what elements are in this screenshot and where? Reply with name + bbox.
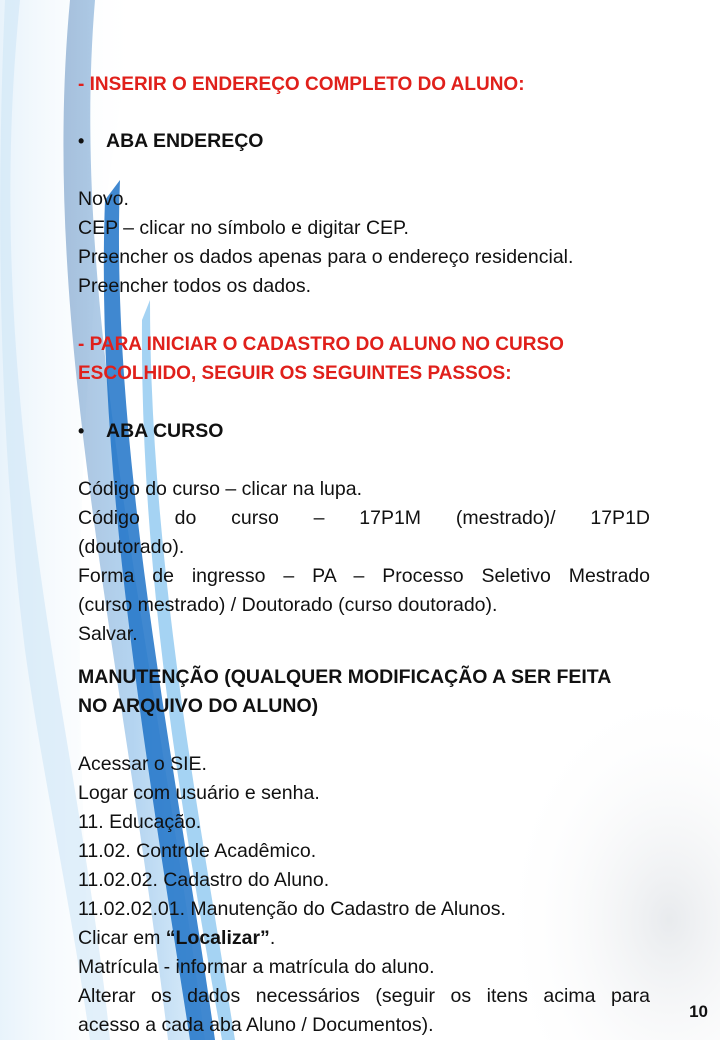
curso-line-codigo: Código do curso – 17P1M (mestrado)/ 17P1D — [78, 507, 650, 529]
curso-line-ingresso: Forma de ingresso – PA – Processo Seletivo Mestrado — [78, 565, 650, 587]
curso-heading-line-1: - PARA INICIAR O CADASTRO DO ALUNO NO CURSO — [78, 334, 564, 355]
manutencao-heading-line-1: MANUTENÇÃO (QUALQUER MODIFICAÇÃO A SER FEITA — [78, 666, 612, 688]
aba-endereco-label: ABA ENDEREÇO — [106, 130, 264, 152]
document-body — [78, 70, 650, 1040]
aba-endereco-bullet — [78, 127, 650, 156]
endereco-line-residencial: Preencher os dados apenas para o endereço residencial. — [78, 246, 574, 268]
manutencao-line-controle: 11.02. Controle Acadêmico. — [78, 840, 317, 862]
manutencao-line-logar: Logar com usuário e senha. — [78, 782, 320, 804]
curso-line-doutorado: (doutorado). — [78, 536, 185, 558]
aba-curso-label: ABA CURSO — [106, 420, 224, 442]
aba-curso-bullet — [78, 417, 650, 446]
endereco-line-novo: Novo. — [78, 188, 129, 210]
curso-line-mestrado: (curso mestrado) / Doutorado (curso doutorado). — [78, 594, 498, 616]
alterar-line-2: acesso a cada aba Aluno / Documentos). — [78, 1014, 434, 1036]
manutencao-line-cadastro: 11.02.02. Cadastro do Aluno. — [78, 869, 330, 891]
manutencao-heading-line-2: NO ARQUIVO DO ALUNO) — [78, 695, 319, 717]
alterar-line-1: Alterar os dados necessários (seguir os itens acima para — [78, 985, 650, 1007]
manutencao-line-educacao: 11. Educação. — [78, 811, 202, 833]
curso-line-lupa: Código do curso – clicar na lupa. — [78, 478, 362, 500]
curso-heading-line-2: ESCOLHIDO, SEGUIR OS SEGUINTES PASSOS: — [78, 363, 512, 384]
bullet-icon: • — [78, 421, 85, 441]
manutencao-line-manutencao: 11.02.02.01. Manutenção do Cadastro de Alunos. — [78, 898, 506, 920]
curso-line-salvar: Salvar. — [78, 623, 138, 645]
page-number: 10 — [689, 1002, 708, 1021]
matricula-line: Matrícula - informar a matrícula do aluno. — [78, 956, 435, 978]
endereco-heading: - INSERIR O ENDEREÇO COMPLETO DO ALUNO: — [78, 74, 525, 95]
clicar-localizar-line — [78, 924, 650, 953]
manutencao-line-sie: Acessar o SIE. — [78, 753, 207, 775]
localizar-label: “Localizar” — [165, 927, 270, 949]
bullet-icon: • — [78, 131, 85, 151]
clicar-prefix: Clicar em — [78, 927, 166, 949]
clicar-suffix: . — [269, 927, 276, 949]
endereco-line-todos: Preencher todos os dados. — [78, 275, 312, 297]
endereco-line-cep: CEP – clicar no símbolo e digitar CEP. — [78, 217, 409, 239]
